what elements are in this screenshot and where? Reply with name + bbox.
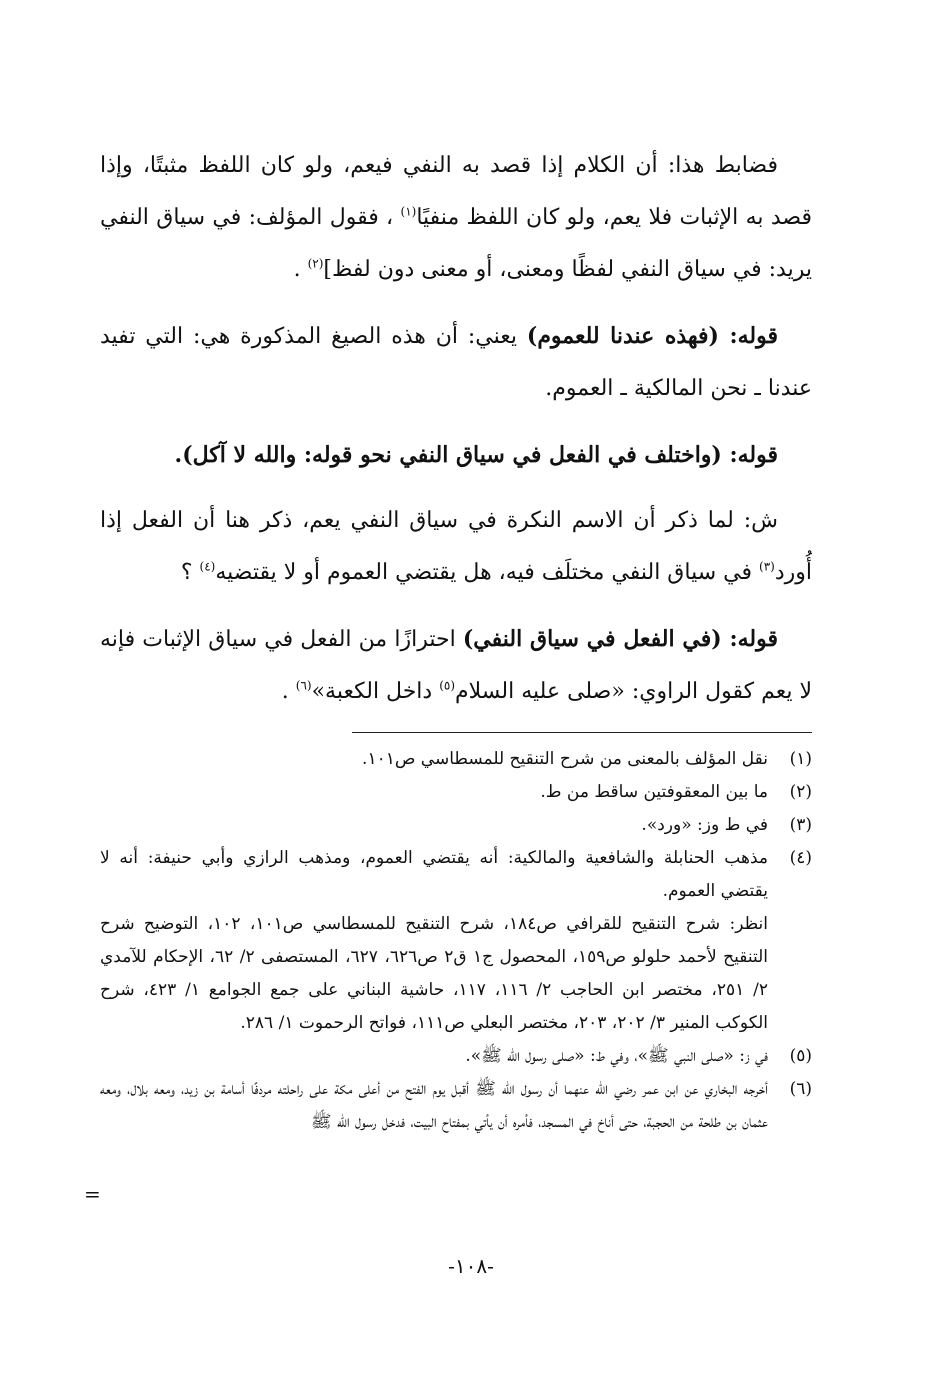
p5-lead: قوله: (في الفعل في سياق النفي) [462, 626, 779, 652]
footnote-text: في ز: «صلى النبي ﷺ»، وفي ط: «صلى رسول الله ﷺ». [465, 1046, 768, 1066]
footnote-text: ما بين المعقوفتين ساقط من ط. [540, 782, 768, 802]
paragraph-1 [100, 140, 812, 296]
footnote-number: (٢) [789, 782, 812, 802]
p5-text: احترازًا من الفعل في سياق الإثبات فإنه لا يعم كقول الراوي: «صلى عليه السلام [100, 627, 812, 704]
footnote-ref-3: (٣) [759, 559, 775, 574]
p2-text: يعني: أن هذه الصيغ المذكورة هي: التي تفيد عندنا ـ نحن المالكية ـ العموم. [100, 324, 812, 401]
continuation-mark: = [84, 1182, 101, 1206]
paragraph-2 [100, 310, 812, 415]
footnote-text: في ط وز: «ورد». [641, 815, 768, 835]
footnote-ref-2: (٢) [307, 256, 324, 271]
footnote-text: أخرجه البخاري عن ابن عمر رضي الله عنهما أن رسول الله ﷺ أقبل يوم الفتح من أعلى مكة على راحلته مردفًا أسامة بن زيد، ومعه بلال، ومعه عثمان بن طلحة من الحجبة، حتى أناخ في المسجد، فأمره أن يأتي بمفتاح البيت، فدخل رسول الله ﷺ [100, 1079, 768, 1132]
footnote-4 [100, 842, 812, 1040]
footnote-6 [100, 1073, 812, 1139]
paragraph-3 [100, 429, 812, 481]
p5-text2: داخل الكعبة» [311, 679, 433, 704]
p4-text2: في سياق النفي مختلَف فيه، هل يقتضي العموم أو لا يقتضيه [215, 560, 752, 585]
footnote-text: نقل المؤلف بالمعنى من شرح التنقيح للمسطاسي ص١٠١. [362, 749, 768, 769]
footnote-body [100, 842, 768, 1040]
footnote-3 [100, 809, 812, 842]
footnote-number: (٣) [789, 815, 812, 835]
p5-text3: . [281, 679, 289, 704]
footnote-ref-4: (٤) [199, 559, 216, 574]
footnote-number: (٦) [789, 1079, 812, 1099]
p2-lead: قوله: (فهذه عندنا للعموم) [526, 323, 778, 349]
footnote-5 [100, 1040, 812, 1073]
footnotes [100, 743, 812, 1139]
footnote-ref-5: (٥) [439, 678, 456, 693]
p4-text: ش: لما ذكر أن الاسم النكرة في سياق النفي يعم، ذكر هنا أن الفعل إذا أُورد [100, 508, 812, 585]
p1-text: فضابط هذا: أن الكلام إذا قصد به النفي فيعم، ولو كان اللفظ مثبتًا، وإذا قصد به الإثبات فلا يعم، ولو كان اللفظ منفيًا [100, 153, 813, 230]
p1-text2: ، فقول المؤلف: في سياق النفي يريد: في سياق النفي لفظًا ومعنى، أو معنى دون لفظ] [100, 205, 812, 282]
footnote-1 [100, 743, 812, 776]
footnote-text: مذهب الحنابلة والشافعية والمالكية: أنه يقتضي العموم، ومذهب الرازي وأبي حنيفة: أنه لا يقتضي العموم. [100, 848, 768, 901]
footnote-ref-1: (١) [400, 204, 417, 219]
footnote-references: انظر: شرح التنقيح للقرافي ص١٨٤، شرح التنقيح للمسطاسي ص١٠١، ١٠٢، التوضيح شرح التنقيح لأحمد حلولو ص١٥٩، المحصول ج١ ق٢ ص٦٢٦، ٦٢٧، المستصفى ٢/ ٦٢، الإحكام للآمدي ٢/ ٢٥١، مختصر ابن الحاجب ٢/ ١١٦، ١١٧، حاشية البناني على جمع الجوامع ١/ ٤٢٣، شرح الكوكب المنير ٣/ ٢٠٢، ٢٠٣، مختصر البعلي ص١١١، فواتح الرحموت ١/ ٢٨٦. [100, 914, 769, 1033]
main-text [100, 140, 812, 718]
p1-text3: . [293, 257, 301, 282]
footnote-number: (٥) [789, 1046, 812, 1066]
footnote-number: (١) [789, 749, 812, 769]
footnote-divider [352, 732, 812, 733]
paragraph-5 [100, 613, 812, 718]
footnote-ref-6: (٦) [295, 678, 312, 693]
p4-text3: ؟ [180, 560, 193, 585]
paragraph-4 [100, 495, 812, 599]
footnote-number: (٤) [789, 848, 812, 868]
footnote-2 [100, 776, 812, 809]
page-number: -١٠٨- [448, 1254, 494, 1278]
p3-text: قوله: (واختلف في الفعل في سياق النفي نحو قوله: والله لا آكل). [174, 442, 778, 468]
